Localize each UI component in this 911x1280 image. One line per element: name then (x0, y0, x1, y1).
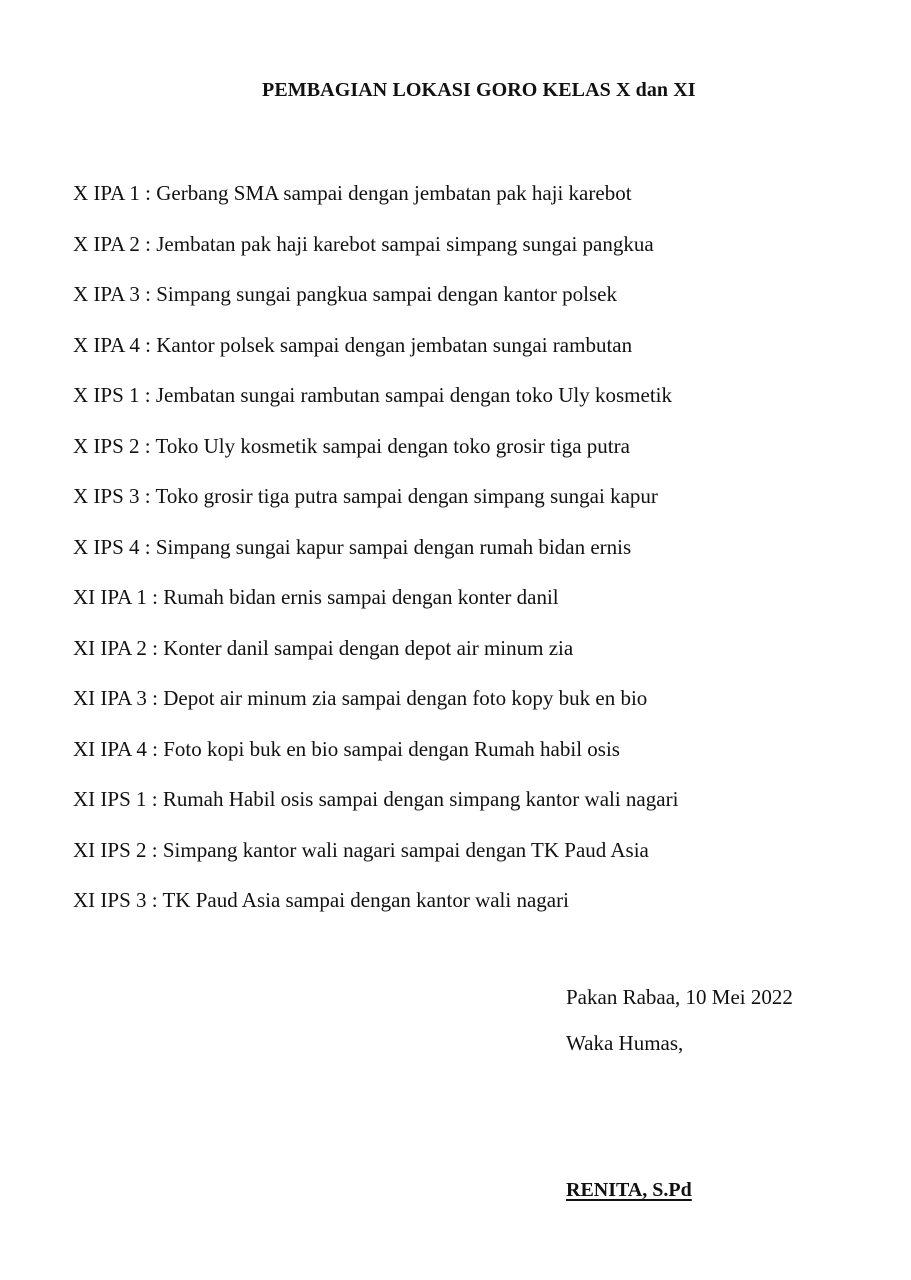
assignment-row: X IPS 1 : Jembatan sungai rambutan sampai dengan toko Uly kosmetik (73, 383, 672, 407)
signature-place-date: Pakan Rabaa, 10 Mei 2022 (566, 985, 793, 1009)
signatory-name: RENITA, S.Pd (566, 1179, 692, 1201)
assignment-row: X IPA 1 : Gerbang SMA sampai dengan jembatan pak haji karebot (73, 181, 632, 205)
assignment-row: XI IPS 3 : TK Paud Asia sampai dengan kantor wali nagari (73, 888, 569, 912)
assignment-row: X IPA 3 : Simpang sungai pangkua sampai dengan kantor polsek (73, 282, 617, 306)
signature-block (566, 983, 793, 1057)
assignment-row: X IPA 4 : Kantor polsek sampai dengan jembatan sungai rambutan (73, 332, 633, 357)
assignment-row: X IPA 2 : Jembatan pak haji karebot sampai simpang sungai pangkua (73, 231, 654, 256)
assignment-row: X IPS 4 : Simpang sungai kapur sampai dengan rumah bidan ernis (73, 534, 632, 559)
assignment-row: X IPS 2 : Toko Uly kosmetik sampai dengan toko grosir tiga putra (73, 433, 630, 458)
assignment-row: XI IPA 3 : Depot air minum zia sampai dengan foto kopy buk en bio (73, 686, 648, 710)
assignment-row: X IPS 3 : Toko grosir tiga putra sampai dengan simpang sungai kapur (73, 484, 658, 508)
assignment-row: XI IPS 2 : Simpang kantor wali nagari sampai dengan TK Paud Asia (73, 837, 649, 862)
assignment-row: XI IPA 1 : Rumah bidan ernis sampai dengan konter danil (73, 585, 559, 609)
assignment-list (73, 179, 678, 937)
signature-role: Waka Humas, (566, 1031, 684, 1055)
assignment-row: XI IPA 4 : Foto kopi buk en bio sampai dengan Rumah habil osis (73, 736, 620, 761)
assignment-row: XI IPS 1 : Rumah Habil osis sampai dengan simpang kantor wali nagari (73, 787, 679, 811)
assignment-row: XI IPA 2 : Konter danil sampai dengan depot air minum zia (73, 635, 574, 660)
document-title: PEMBAGIAN LOKASI GORO KELAS X dan XI (262, 79, 696, 101)
